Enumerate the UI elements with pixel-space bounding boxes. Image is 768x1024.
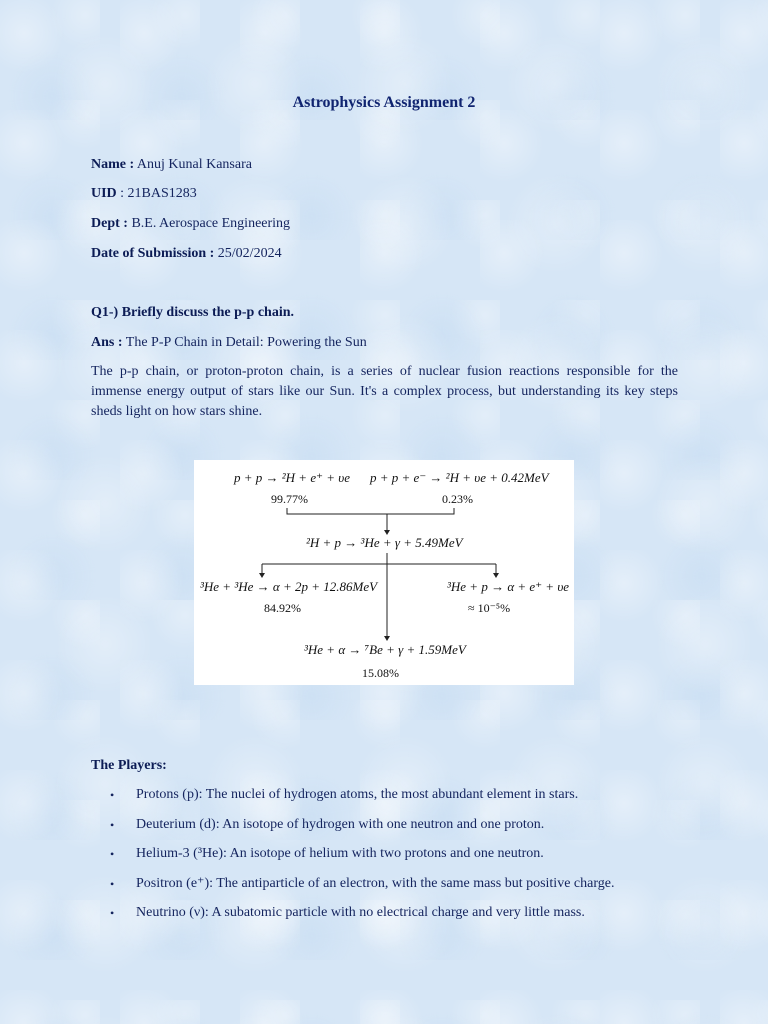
intro-paragraph: The p-p chain, or proton-proton chain, is a series of nuclear fusion reactions responsible for the immense energy output of stars like our Sun. It's a complex process, but understanding its key steps sheds light on how stars shine. [91, 364, 678, 419]
reaction-6: ³He + α → ⁷Be + γ + 1.59MeV [304, 642, 466, 657]
players-list [110, 785, 710, 933]
list-item [110, 815, 710, 845]
reaction-2: p + p + e⁻ → ²H + υe + 0.42MeV [370, 470, 549, 485]
bullet: • [110, 847, 115, 861]
name-line [91, 157, 252, 173]
date-label: Date of Submission : [91, 246, 215, 261]
bullet: • [110, 906, 115, 920]
reaction-4: ³He + ³He → α + 2p + 12.86MeV [200, 579, 378, 594]
reaction-6-percent: 15.08% [362, 666, 399, 680]
reaction-5: ³He + p → α + e⁺ + υe [447, 579, 570, 594]
dept-value: B.E. Aerospace Engineering [127, 216, 291, 231]
players-heading [91, 758, 167, 774]
answer-value: The P-P Chain in Detail: Powering the Sun [122, 335, 367, 350]
pp-chain-diagram [194, 460, 574, 685]
reaction-4-percent: 84.92% [264, 601, 301, 615]
players-heading-text: The Players: [91, 758, 167, 773]
list-item [110, 874, 710, 904]
list-item-text: Positron (e⁺): The antiparticle of an electron, with the same mass but positive charge. [136, 875, 615, 891]
bullet: • [110, 788, 115, 802]
list-item-text: Neutrino (ν): A subatomic particle with no electrical charge and very little mass. [136, 905, 585, 920]
list-item-text: Deuterium (d): An isotope of hydrogen with one neutron and one proton. [136, 816, 545, 832]
list-item-text: Helium-3 (³He): An isotope of helium with two protons and one neutron. [136, 846, 544, 861]
answer-line [91, 335, 367, 351]
uid-label: UID [91, 186, 117, 201]
date-line [91, 246, 282, 262]
answer-label: Ans : [91, 335, 123, 350]
dept-label: Dept : [91, 216, 128, 231]
dept-line [91, 216, 290, 232]
name-label: Name : [91, 157, 135, 172]
reaction-1-percent: 99.77% [271, 492, 308, 506]
list-item [110, 785, 710, 815]
question-text: Q1-) Briefly discuss the p-p chain. [91, 305, 295, 320]
list-item [110, 844, 710, 874]
date-value: 25/02/2024 [214, 246, 282, 261]
bullet: • [110, 817, 115, 832]
list-item [110, 903, 710, 933]
reaction-3: ²H + p → ³He + γ + 5.49MeV [306, 535, 463, 550]
page-title: Astrophysics Assignment 2 [292, 94, 476, 111]
reaction-5-percent: ≈ 10⁻⁵% [468, 601, 511, 615]
name-value: Anuj Kunal Kansara [134, 157, 252, 172]
bullet: • [110, 876, 115, 891]
uid-line [91, 186, 197, 202]
question-heading [91, 305, 294, 321]
reaction-2-percent: 0.23% [442, 492, 473, 506]
uid-value: : 21BAS1283 [116, 186, 197, 201]
list-item-text: Protons (p): The nuclei of hydrogen atoms, the most abundant element in stars. [136, 787, 579, 802]
reaction-1: p + p → ²H + e⁺ + υe [234, 470, 350, 485]
